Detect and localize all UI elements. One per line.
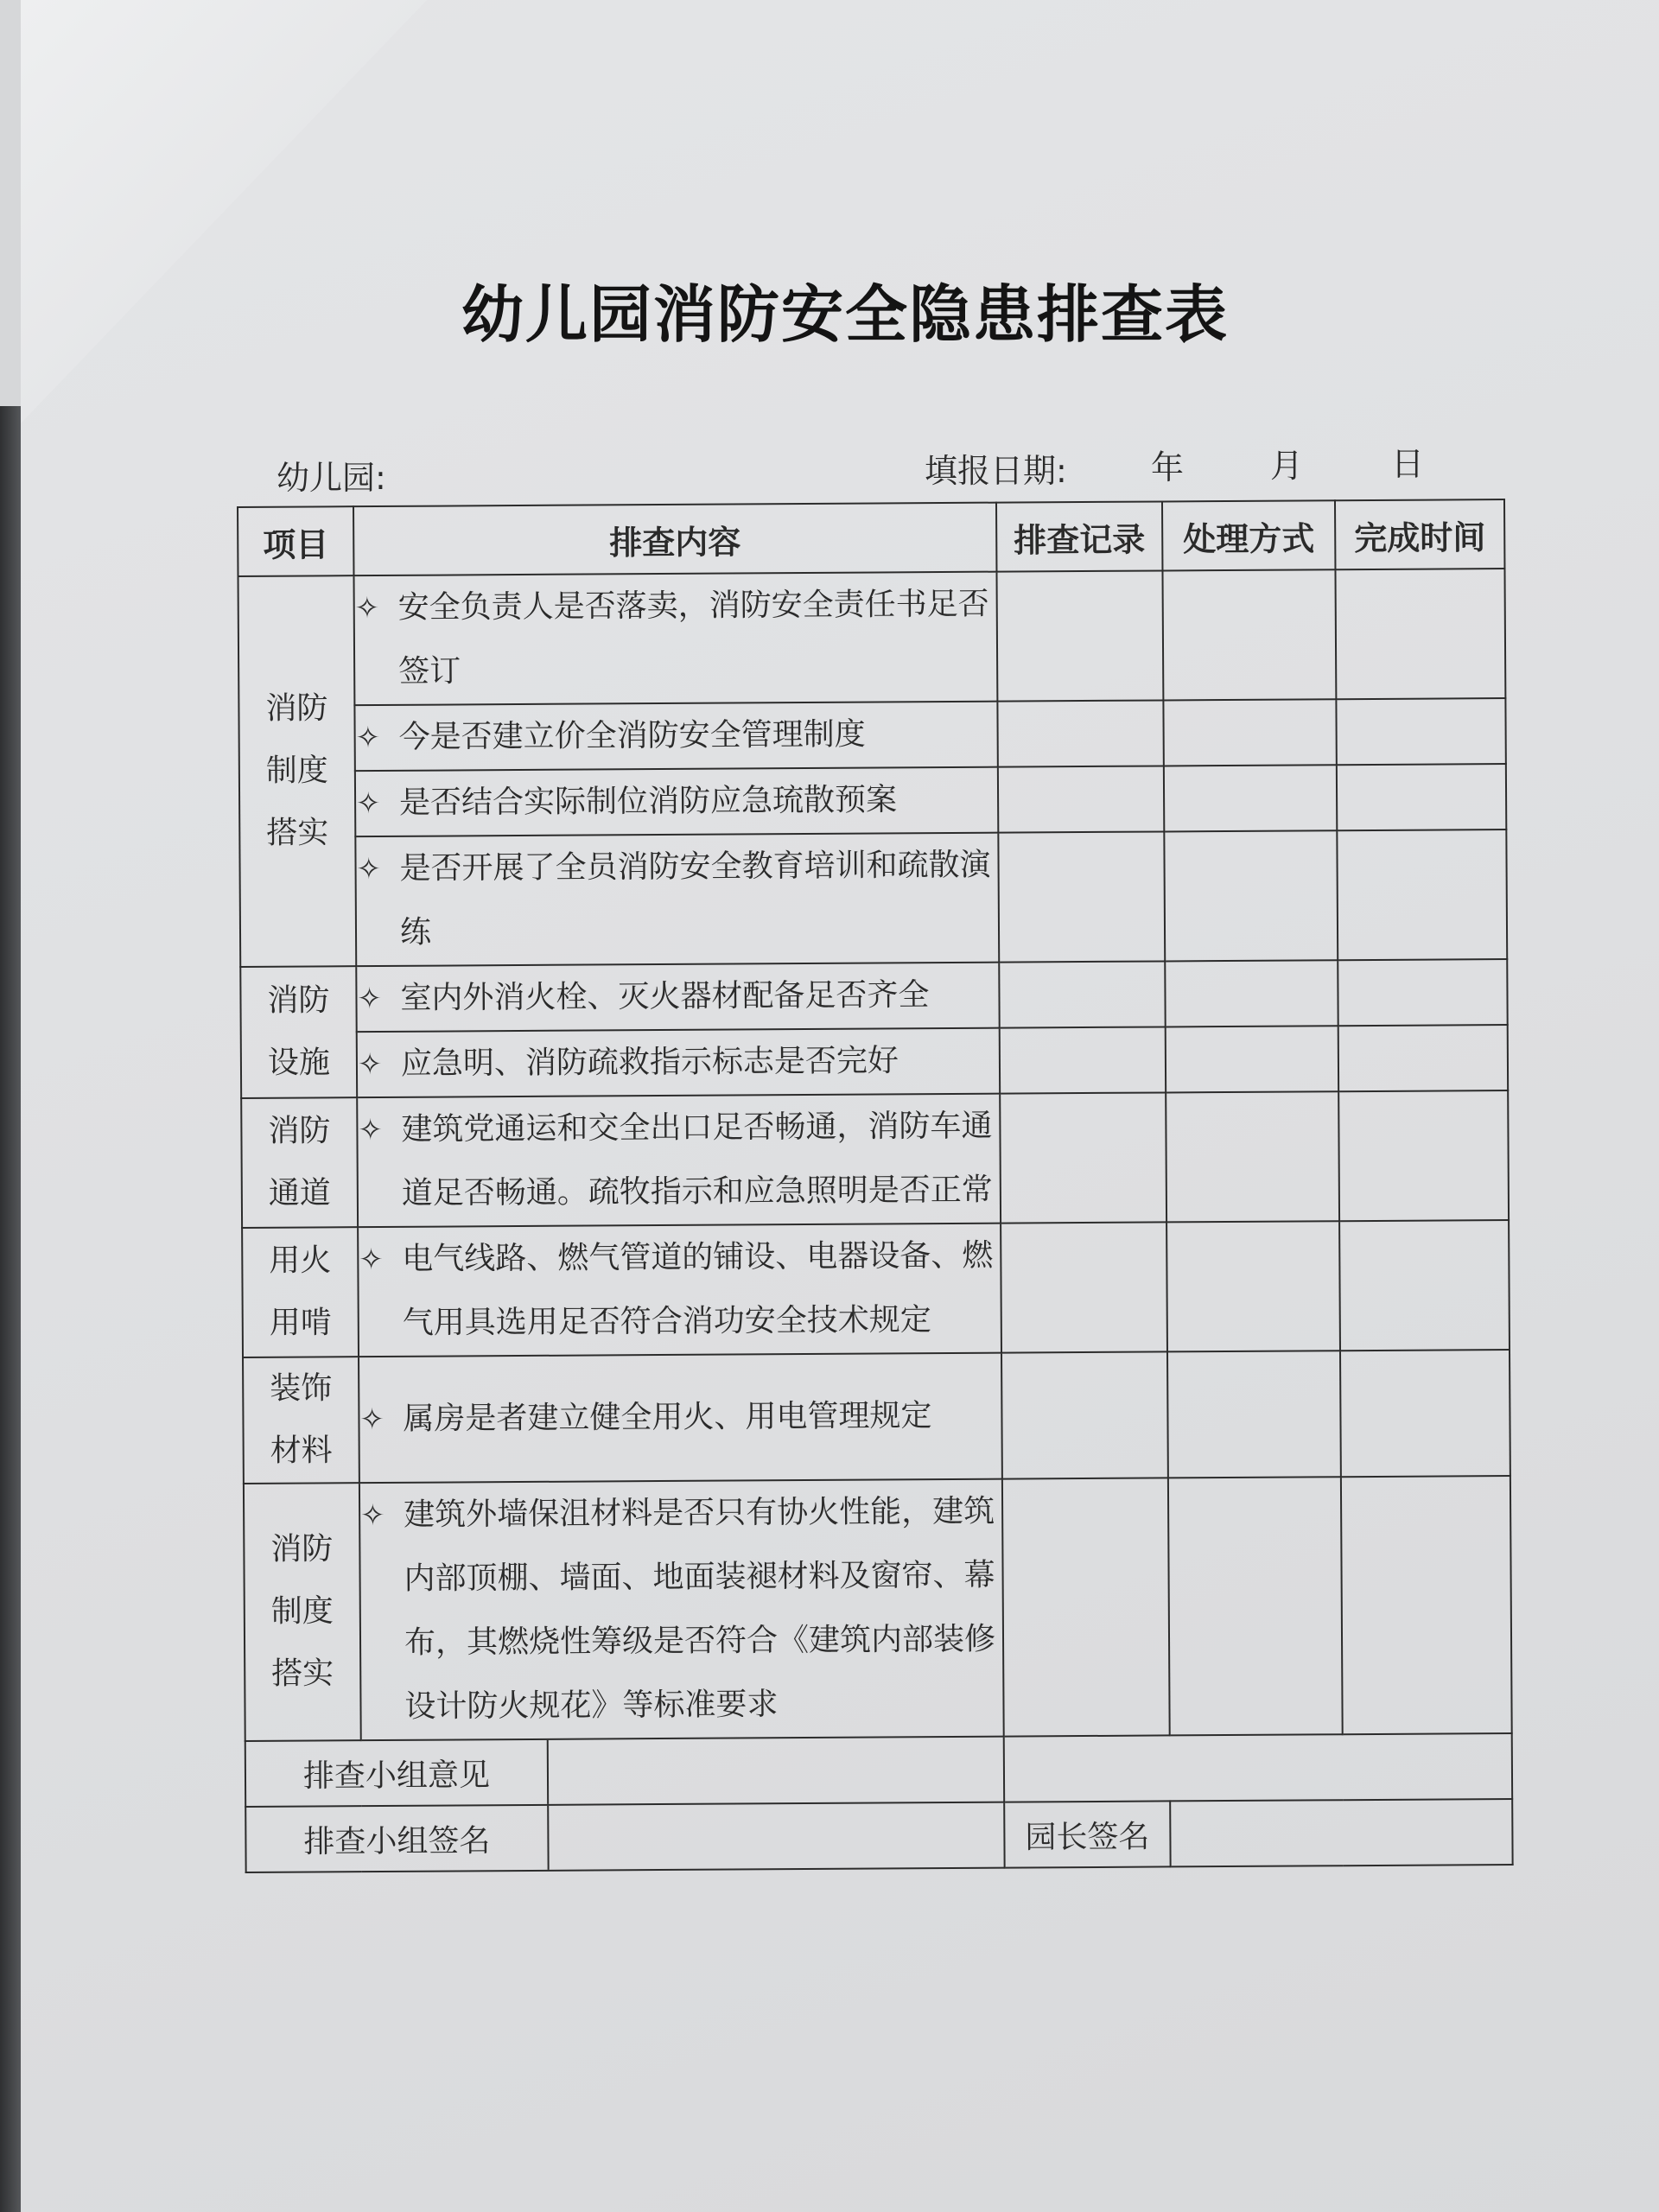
category-cell: 用火 用啃 [242, 1227, 359, 1357]
method-cell[interactable] [1168, 1477, 1343, 1735]
check-item-cell [355, 833, 999, 967]
check-item-text: 属房是者建立健全用火、用电管理规定 [403, 1398, 932, 1437]
check-item-text: 室内外消火栓、灭火器材配备足否齐全 [400, 977, 930, 1016]
diamond-bullet-icon: ✧ [356, 851, 382, 887]
check-item-cell [355, 767, 998, 837]
completion-time-cell[interactable] [1339, 1220, 1510, 1351]
category-cell: 消防 通道 [241, 1097, 358, 1228]
opinion-field[interactable] [549, 1738, 1003, 1804]
check-item-cell [357, 1028, 1000, 1098]
header-record: 排查记录 [996, 501, 1162, 571]
record-cell[interactable] [1001, 1351, 1168, 1478]
record-cell[interactable] [1001, 1222, 1167, 1352]
report-date-label: 填报日期: [925, 452, 1067, 490]
table-row [241, 1025, 1508, 1098]
date-day-label: 日 [1391, 445, 1425, 483]
diamond-bullet-icon: ✧ [360, 1497, 385, 1534]
table-row [238, 569, 1505, 706]
method-cell[interactable] [1166, 1221, 1340, 1351]
record-cell[interactable] [1002, 1478, 1170, 1736]
header-time: 完成时间 [1335, 499, 1504, 569]
check-item-cell [354, 702, 997, 772]
table-header-row [238, 499, 1504, 576]
check-item-text: 建筑外墙保沮材料是否只有协火性能，建筑内部顶棚、墙面、地面装褪材料及窗帘、幕布，其燃烧性筹级是否符合《建筑内部装修设计防火规花》等标准要求 [404, 1493, 996, 1725]
principal-signature-label: 园长签名 [1004, 1801, 1170, 1867]
record-cell[interactable] [998, 831, 1165, 962]
principal-signature-field[interactable] [1170, 1799, 1512, 1866]
kindergarten-label: 幼儿园: [276, 459, 386, 497]
diamond-bullet-icon: ✧ [355, 785, 381, 822]
completion-time-cell[interactable] [1340, 1350, 1510, 1477]
check-item-text: 是否结合实际制位消防应急琉散预案 [398, 782, 898, 821]
completion-time-cell[interactable] [1341, 1476, 1512, 1734]
completion-time-cell[interactable] [1337, 764, 1506, 830]
inspection-table [237, 499, 1514, 1873]
record-cell[interactable] [997, 700, 1163, 766]
table-row [239, 830, 1507, 967]
method-cell[interactable] [1166, 1091, 1339, 1222]
date-year-label: 年 [1151, 448, 1185, 486]
record-cell[interactable] [1000, 1027, 1166, 1093]
diamond-bullet-icon: ✧ [355, 720, 381, 756]
method-cell[interactable] [1162, 569, 1336, 700]
check-item-cell [356, 963, 999, 1033]
category-cell: 装饰 材料 [243, 1357, 359, 1484]
check-item-cell [353, 572, 997, 706]
check-item-text: 应急明、消防疏救指示标志是否完好 [400, 1043, 899, 1082]
record-cell[interactable] [998, 766, 1164, 832]
method-cell[interactable] [1165, 960, 1338, 1027]
category-cell: 消防 设施 [240, 966, 357, 1098]
completion-time-cell[interactable] [1338, 1090, 1509, 1221]
completion-time-cell[interactable] [1336, 698, 1505, 765]
completion-time-cell[interactable] [1338, 1025, 1508, 1091]
signature-row [245, 1799, 1512, 1872]
record-cell[interactable] [1000, 1092, 1166, 1223]
signature-label: 排查小组签名 [246, 1806, 549, 1872]
diamond-bullet-icon: ✧ [359, 1242, 384, 1278]
header-content: 排查内容 [353, 503, 996, 576]
table-row [242, 1220, 1510, 1357]
table-row [244, 1476, 1512, 1741]
folded-page-corner [21, 0, 427, 423]
method-cell[interactable] [1167, 1351, 1341, 1478]
check-item-cell [357, 1094, 1001, 1228]
method-cell[interactable] [1164, 765, 1337, 831]
signature-field[interactable] [549, 1803, 1003, 1870]
check-item-text: 是否开展了全员消防安全教育培训和疏散演练 [399, 847, 991, 950]
header-category: 项目 [238, 506, 353, 576]
check-item-text: 今是否建立价全消防安全管理制度 [398, 716, 866, 755]
completion-time-cell[interactable] [1335, 569, 1505, 699]
diamond-bullet-icon: ✧ [354, 590, 380, 626]
table-row [240, 959, 1507, 1033]
opinion-label: 排查小组意见 [246, 1740, 549, 1806]
table-row [243, 1350, 1510, 1484]
category-cell: 消防 制度 搭实 [238, 575, 356, 967]
check-item-cell [359, 1353, 1002, 1484]
header-method: 处理方式 [1162, 500, 1335, 570]
table-body [238, 569, 1511, 1741]
completion-time-cell[interactable] [1337, 830, 1507, 960]
check-item-text: 安全负责人是否落卖，消防安全责任书足否签订 [397, 586, 989, 690]
method-cell[interactable] [1166, 1026, 1338, 1092]
record-cell[interactable] [996, 570, 1163, 701]
form-title: 幼儿园消防安全隐患排查表 [461, 278, 1229, 351]
diamond-bullet-icon: ✧ [357, 981, 383, 1017]
diamond-bullet-icon: ✧ [357, 1046, 383, 1083]
table-row [239, 764, 1506, 837]
check-item-text: 电气线路、燃气管道的铺设、电器设备、燃气用具选用足否符合消功安全技术规定 [402, 1237, 994, 1341]
check-item-text: 建筑党通运和交全出口足否畅通，消防车通道足否畅通。疏牧指示和应急照明是否正常 [401, 1108, 993, 1211]
opinion-field-ext[interactable] [1004, 1733, 1512, 1802]
table-row [238, 698, 1505, 772]
method-cell[interactable] [1163, 699, 1336, 766]
table-row [241, 1090, 1509, 1228]
category-cell: 消防 制度 搭实 [244, 1483, 361, 1741]
opinion-row [245, 1733, 1512, 1807]
date-month-label: 月 [1270, 447, 1304, 485]
method-cell[interactable] [1164, 830, 1338, 961]
diamond-bullet-icon: ✧ [359, 1402, 385, 1438]
diamond-bullet-icon: ✧ [358, 1112, 384, 1148]
check-item-cell [358, 1224, 1001, 1357]
check-item-cell [359, 1479, 1004, 1741]
completion-time-cell[interactable] [1338, 959, 1507, 1026]
record-cell[interactable] [999, 961, 1165, 1027]
